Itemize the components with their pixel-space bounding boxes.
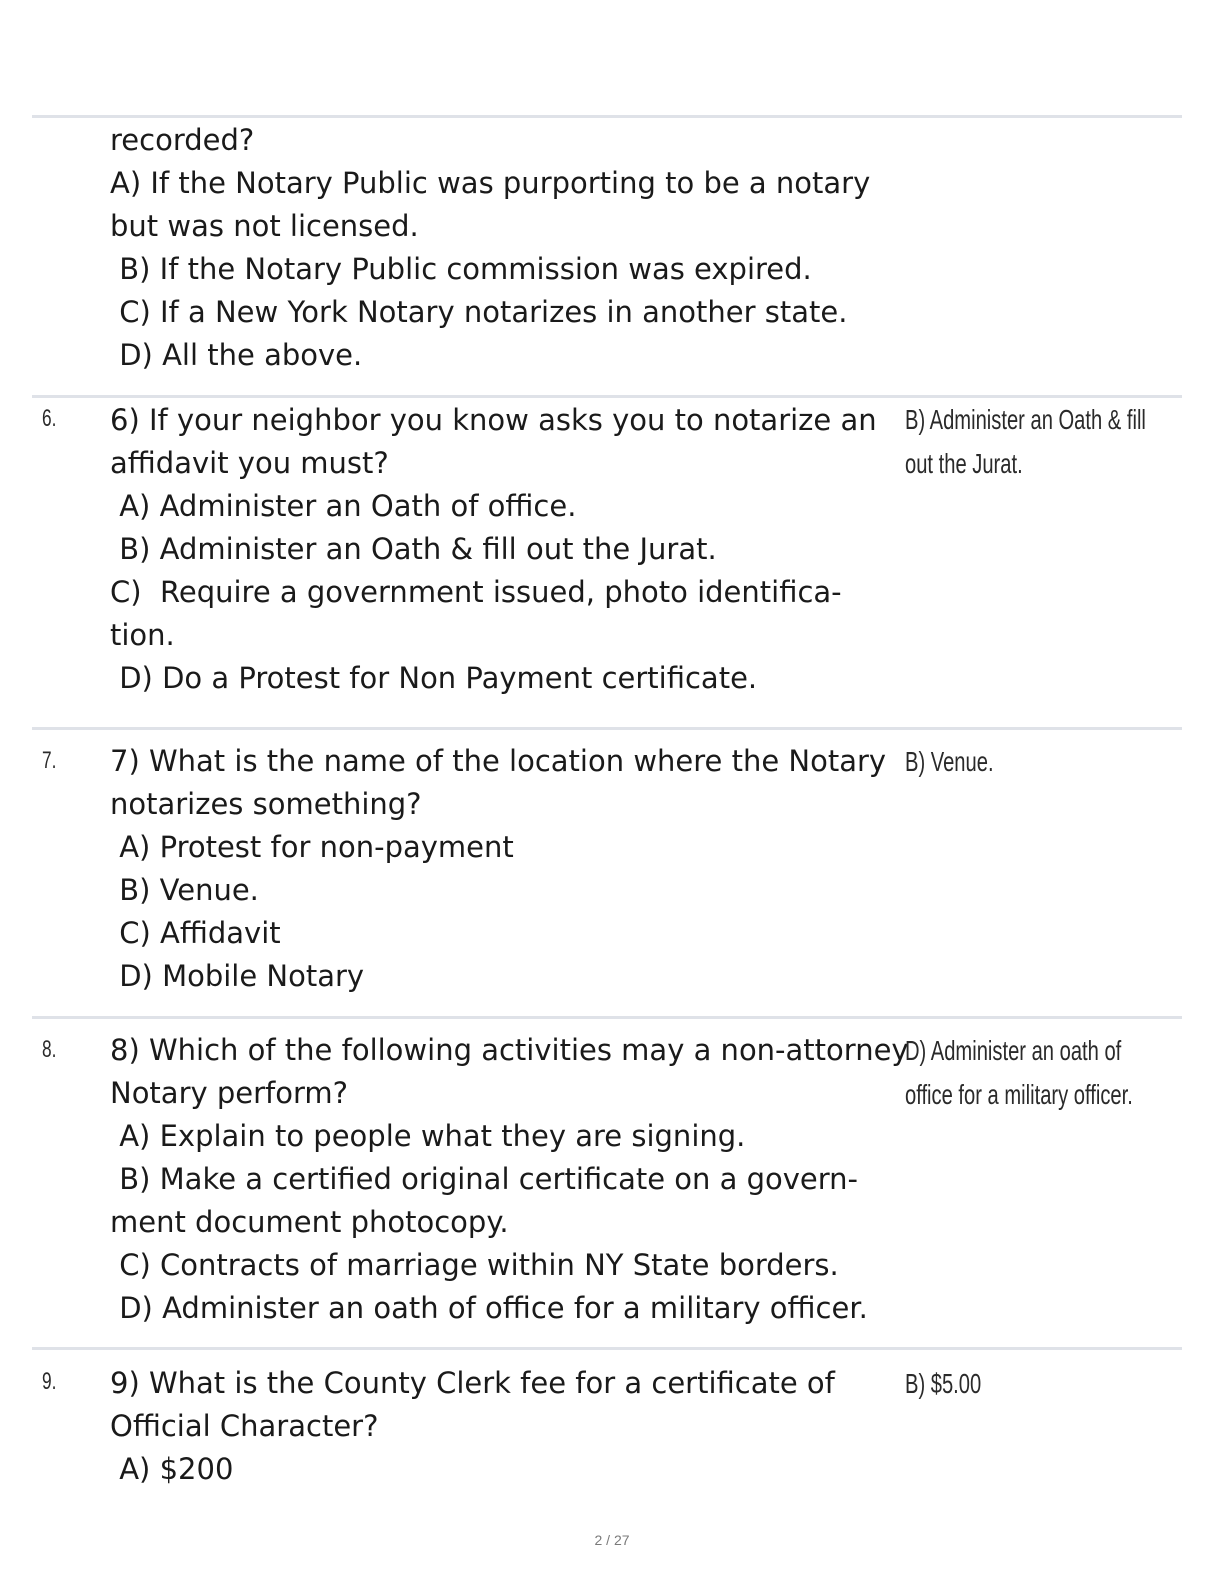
question-line: Notary perform? (110, 1076, 349, 1110)
question-line: tion. (110, 618, 175, 652)
question-number: 8. (42, 1036, 57, 1063)
question-line: 6) If your neighbor you know asks you to notarize an (110, 403, 877, 437)
question-line: 8) Which of the following activities may a non-attorney (110, 1033, 909, 1067)
answer-line: B) Administer an Oath & fill (905, 404, 1146, 435)
question-line: but was not licensed. (110, 209, 419, 243)
row-divider (32, 1016, 1182, 1019)
question-line: 7) What is the name of the location where the Notary (110, 744, 887, 778)
option-d: D) Do a Protest for Non Payment certificate. (110, 661, 758, 695)
option-b: B) If the Notary Public commission was expired. (110, 252, 812, 286)
question-text (110, 119, 900, 377)
answer-text (905, 1362, 1179, 1406)
answer-line: B) $5.00 (905, 1368, 982, 1399)
question-number: 9. (42, 1368, 57, 1395)
question-text (110, 1029, 909, 1330)
page-indicator: 2 / 27 (594, 1532, 630, 1548)
answer-line: office for a military officer. (905, 1079, 1133, 1110)
option-b: B) Make a certified original certificate on a govern- (110, 1162, 859, 1196)
question-line: recorded? (110, 123, 255, 157)
question-line: affidavit you must? (110, 446, 389, 480)
question-text (110, 1362, 900, 1491)
option-b: B) Venue. (110, 873, 259, 907)
answer-text (905, 398, 1179, 486)
option-a: A) Administer an Oath of office. (110, 489, 577, 523)
option-a: A) $200 (110, 1452, 234, 1486)
answer-line: B) Venue. (905, 746, 994, 777)
option-c: C) Affidavit (110, 916, 281, 950)
option-a: A) Explain to people what they are signing. (110, 1119, 746, 1153)
row-divider (32, 727, 1182, 730)
option-c: C) Contracts of marriage within NY State borders. (110, 1248, 839, 1282)
answer-line: D) Administer an oath of (905, 1035, 1122, 1066)
question-line: ment document photocopy. (110, 1205, 509, 1239)
question-number: 7. (42, 747, 57, 774)
option-c: C) If a New York Notary notarizes in another state. (110, 295, 848, 329)
question-line: 9) What is the County Clerk fee for a certificate of (110, 1366, 835, 1400)
question-text (110, 740, 900, 998)
question-number: 6. (42, 405, 57, 432)
question-line: Official Character? (110, 1409, 379, 1443)
row-divider (32, 1347, 1182, 1350)
option-a: A) If the Notary Public was purporting to be a notary (110, 166, 871, 200)
question-text (110, 399, 900, 700)
answer-text (905, 1029, 1179, 1117)
option-a: A) Protest for non-payment (110, 830, 514, 864)
option-c: C) Require a government issued, photo identifica- (110, 575, 842, 609)
option-d: D) Mobile Notary (110, 959, 365, 993)
option-d: D) All the above. (110, 338, 363, 372)
answer-text (905, 740, 1179, 784)
question-line: notarizes something? (110, 787, 422, 821)
row-divider (32, 115, 1182, 118)
answer-line: out the Jurat. (905, 448, 1023, 479)
option-b: B) Administer an Oath & fill out the Jurat. (110, 532, 717, 566)
option-d: D) Administer an oath of office for a military officer. (110, 1291, 868, 1325)
